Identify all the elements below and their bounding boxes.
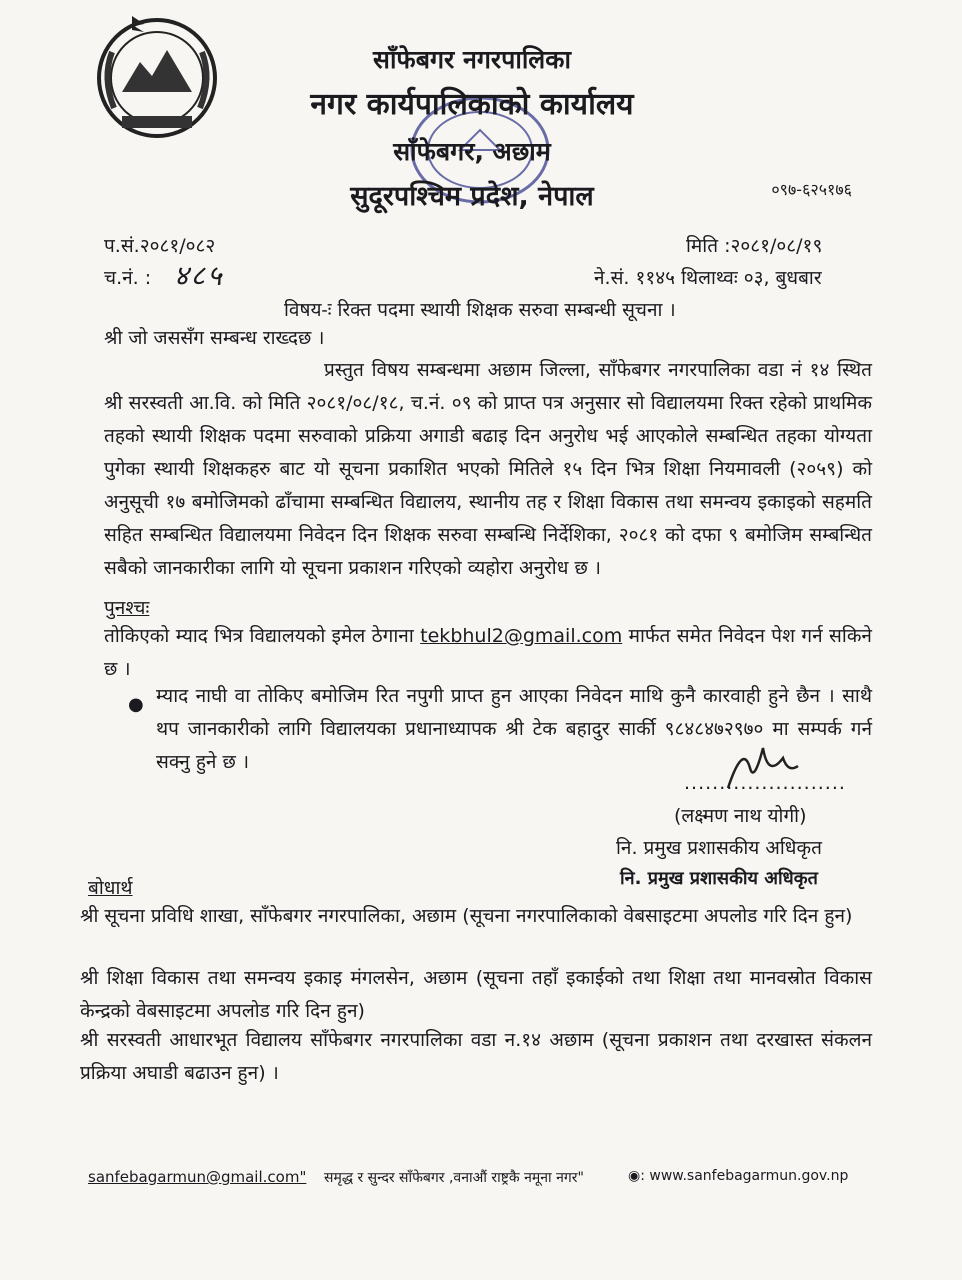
dispatch-number-label: च.नं. : <box>104 267 152 289</box>
footer-slogan: समृद्ध र सुन्दर साँफेबगर ,वनाऔं राष्ट्रकै नमूना नगर" <box>324 1170 584 1186</box>
postscript-text-before: तोकिएको म्याद भित्र विद्यालयको इमेल ठेगाना <box>104 625 414 647</box>
school-email-link[interactable]: tekbhul2@gmail.com <box>420 625 623 647</box>
cc-item-3: श्री सरस्वती आधारभूत विद्यालय साँफेबगर नगरपालिका वडा न.१४ अछाम (सूचना प्रकाशन तथा दरखास्त संकलन प्रक्रिया अघाडी बढाउन हुन) । <box>80 1029 872 1084</box>
municipality-name: साँफेबगर नगरपालिका <box>373 45 571 74</box>
postscript-text-after: मार्फत समेत निवेदन पेश गर्न सकिने छ । <box>104 625 872 680</box>
signatory-stamp-title: नि. प्रमुख प्रशासकीय अधिकृत <box>620 868 818 889</box>
postscript-bullet-text: म्याद नाघी वा तोकिए बमोजिम रित नपुगी प्राप्त हुन आएका निवेदन माथि कुनै कारवाही हुने छैन । साथै थप जानकारीको लागि विद्यालयका प्रधानाध्यापक श्री टेक बहादुर सार्की ९८४८४७२९७० मा सम्पर्क गर्न सक्नु हुने छ । <box>156 685 872 773</box>
globe-icon: ◉ <box>628 1168 641 1184</box>
phone-number: ०९७-६२५१७६ <box>771 180 852 199</box>
signatory-title: नि. प्रमुख प्रशासकीय अधिकृत <box>616 837 822 859</box>
cc-item-2: श्री शिक्षा विकास तथा समन्वय इकाइ मंगलसेन, अछाम (सूचना तहाँ इकाईको तथा शिक्षा तथा मानवस्रोत विकास केन्द्रको वेबसाइटमा अपलोड गरि दिन हुन) <box>80 967 872 1022</box>
province-country: सुदूरपश्चिम प्रदेश, नेपाल <box>350 181 594 212</box>
bullet-icon: ● <box>128 694 144 715</box>
footer-website[interactable] <box>628 1168 848 1184</box>
footer-website-text[interactable]: : www.sanfebagarmun.gov.np <box>640 1168 849 1184</box>
signatory-name: (लक्ष्मण नाथ योगी) <box>674 805 807 827</box>
nepal-government-emblem-icon <box>82 12 232 140</box>
office-address: साँफेबगर, अछाम <box>393 137 551 166</box>
nepal-sambat-date: ने.सं. ११४५ थिलाथ्वः ०३, बुधबार <box>594 267 822 289</box>
letter-date: मिति :२०८१/०८/१९ <box>686 235 823 257</box>
reference-number: प.सं.२०८१/०८२ <box>104 235 216 257</box>
signature-dots: ....................... <box>684 772 846 794</box>
cc-item-1: श्री सूचना प्रविधि शाखा, साँफेबगर नगरपालिका, अछाम (सूचना नगरपालिकाको वेबसाइटमा अपलोड गरि दिन हुन) <box>80 905 853 927</box>
dispatch-number-value: ४८५ <box>174 259 224 292</box>
office-name: नगर कार्यपालिकाको कार्यालय <box>310 87 634 122</box>
body-paragraph: प्रस्तुत विषय सम्बन्धमा अछाम जिल्ला, साँफेबगर नगरपालिका वडा नं १४ स्थित श्री सरस्वती आ.वि. को मिति २०८१/०८/१८, च.नं. ०९ को प्राप्त पत्र अनुसार सो विद्यालयमा रिक्त रहेको प्राथमिक तहको स्थायी शिक्षक पदमा सरुवाको प्रक्रिया अगाडी बढाइ दिन अनुरोध भई आएकोले सम्बन्धित तहका योग्यता पुगेका स्थायी शिक्षकहरु बाट यो सूचना प्रकाशित भएको मितिले १५ दिन भित्र शिक्षा नियमावली (२०५९) को अनुसूची १७ बमोजिमको ढाँचामा सम्बन्धित विद्यालय, स्थानीय तह र शिक्षा विकास तथा समन्वय इकाइको सहमति सहित सम्बन्धित विद्यालयमा निवेदन दिन शिक्षक सरुवा सम्बन्धि निर्देशिका, २०८१ को दफा ९ बमोजिम सम्बन्धित सबैको जानकारीका लागि यो सूचना प्रकाशन गरिएको व्यहोरा अनुरोध छ । <box>104 359 872 579</box>
cc-label: बोधार्थ <box>88 877 133 899</box>
subject-line: विषय-ः रिक्त पदमा स्थायी शिक्षक सरुवा सम्बन्धी सूचना । <box>284 299 676 321</box>
postscript-label: पुनश्चः <box>104 597 150 619</box>
footer-email[interactable]: sanfebagarmun@gmail.com" <box>88 1168 307 1186</box>
postscript-text <box>104 620 872 686</box>
salutation: श्री जो जससँग सम्बन्ध राख्दछ । <box>104 327 325 349</box>
